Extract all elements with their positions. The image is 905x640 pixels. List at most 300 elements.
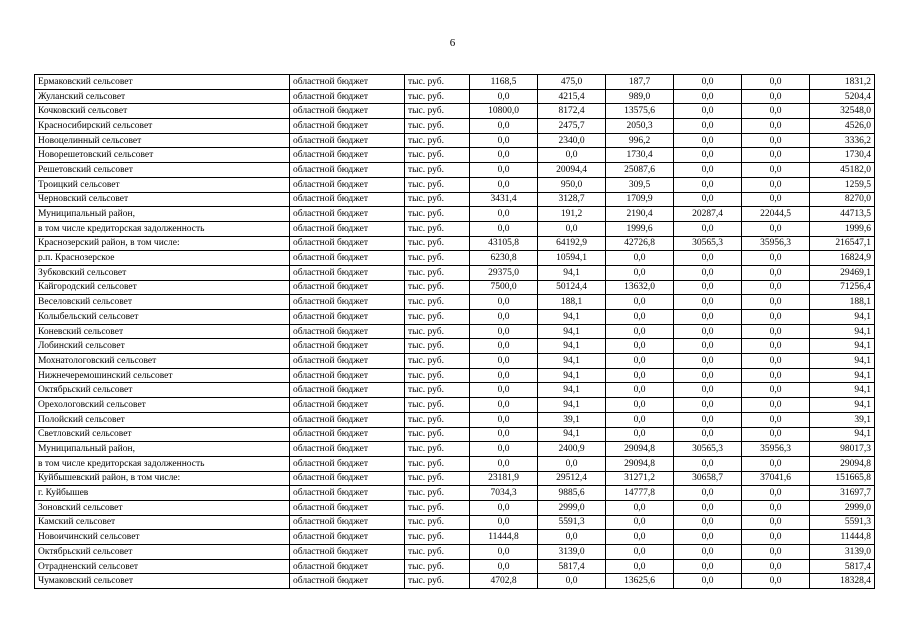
cell-value-4: 30565,3 [674, 442, 742, 457]
cell-total: 39,1 [810, 412, 875, 427]
cell-funding-source: областной бюджет [290, 192, 405, 207]
table-row [35, 456, 875, 471]
cell-value-2: 5817,4 [538, 559, 606, 574]
cell-funding-source: областной бюджет [290, 119, 405, 134]
cell-value-2: 29512,4 [538, 471, 606, 486]
cell-total: 31697,7 [810, 486, 875, 501]
cell-unit: тыс. руб. [405, 398, 470, 413]
cell-funding-source: областной бюджет [290, 221, 405, 236]
cell-value-1: 0,0 [470, 545, 538, 560]
cell-value-3: 0,0 [606, 515, 674, 530]
cell-funding-source: областной бюджет [290, 354, 405, 369]
cell-territory-name: Октябрьский сельсовет [35, 545, 290, 560]
cell-value-4: 0,0 [674, 574, 742, 589]
cell-value-5: 35956,3 [742, 236, 810, 251]
cell-value-2: 9885,6 [538, 486, 606, 501]
cell-total: 3139,0 [810, 545, 875, 560]
cell-value-4: 0,0 [674, 163, 742, 178]
cell-value-5: 0,0 [742, 89, 810, 104]
cell-value-1: 0,0 [470, 221, 538, 236]
cell-value-4: 0,0 [674, 486, 742, 501]
cell-funding-source: областной бюджет [290, 383, 405, 398]
cell-total: 2999,0 [810, 500, 875, 515]
cell-value-4: 30658,7 [674, 471, 742, 486]
cell-unit: тыс. руб. [405, 515, 470, 530]
cell-territory-name: Ермаковский сельсовет [35, 75, 290, 90]
cell-value-2: 94,1 [538, 310, 606, 325]
cell-unit: тыс. руб. [405, 104, 470, 119]
cell-value-2: 94,1 [538, 383, 606, 398]
cell-value-3: 42726,8 [606, 236, 674, 251]
cell-value-3: 0,0 [606, 354, 674, 369]
cell-value-2: 94,1 [538, 354, 606, 369]
cell-total: 4526,0 [810, 119, 875, 134]
table-row [35, 559, 875, 574]
cell-territory-name: Веселовский сельсовет [35, 295, 290, 310]
cell-value-4: 0,0 [674, 500, 742, 515]
cell-value-5: 22044,5 [742, 207, 810, 222]
cell-territory-name: Колыбельский сельсовет [35, 310, 290, 325]
table-row [35, 545, 875, 560]
cell-funding-source: областной бюджет [290, 177, 405, 192]
cell-value-3: 0,0 [606, 265, 674, 280]
cell-value-2: 8172,4 [538, 104, 606, 119]
cell-territory-name: Камский сельсовет [35, 515, 290, 530]
cell-territory-name: Красносибирский сельсовет [35, 119, 290, 134]
cell-territory-name: Нижнечеремошинский сельсовет [35, 368, 290, 383]
table-row [35, 500, 875, 515]
cell-territory-name: Отрадненский сельсовет [35, 559, 290, 574]
cell-value-5: 0,0 [742, 500, 810, 515]
cell-value-5: 0,0 [742, 265, 810, 280]
table-row [35, 104, 875, 119]
cell-value-5: 0,0 [742, 148, 810, 163]
cell-value-2: 0,0 [538, 456, 606, 471]
cell-unit: тыс. руб. [405, 383, 470, 398]
cell-value-2: 10594,1 [538, 251, 606, 266]
cell-value-1: 0,0 [470, 500, 538, 515]
cell-territory-name: в том числе кредиторская задолженность [35, 221, 290, 236]
cell-value-1: 0,0 [470, 89, 538, 104]
table-row [35, 339, 875, 354]
cell-territory-name: Муниципальный район, [35, 207, 290, 222]
cell-value-5: 0,0 [742, 104, 810, 119]
cell-value-3: 0,0 [606, 383, 674, 398]
cell-unit: тыс. руб. [405, 221, 470, 236]
cell-funding-source: областной бюджет [290, 280, 405, 295]
cell-value-1: 0,0 [470, 339, 538, 354]
cell-territory-name: Чумаковский сельсовет [35, 574, 290, 589]
cell-funding-source: областной бюджет [290, 530, 405, 545]
cell-value-3: 0,0 [606, 530, 674, 545]
cell-value-1: 23181,9 [470, 471, 538, 486]
cell-unit: тыс. руб. [405, 456, 470, 471]
cell-funding-source: областной бюджет [290, 339, 405, 354]
cell-value-5: 0,0 [742, 177, 810, 192]
cell-value-4: 0,0 [674, 192, 742, 207]
cell-value-3: 14777,8 [606, 486, 674, 501]
cell-total: 94,1 [810, 324, 875, 339]
cell-value-2: 94,1 [538, 324, 606, 339]
cell-value-1: 0,0 [470, 427, 538, 442]
cell-unit: тыс. руб. [405, 148, 470, 163]
cell-value-3: 13625,6 [606, 574, 674, 589]
table-row [35, 280, 875, 295]
cell-value-1: 43105,8 [470, 236, 538, 251]
cell-value-4: 0,0 [674, 559, 742, 574]
cell-value-2: 50124,4 [538, 280, 606, 295]
cell-unit: тыс. руб. [405, 133, 470, 148]
cell-territory-name: р.п. Краснозерское [35, 251, 290, 266]
cell-value-3: 0,0 [606, 339, 674, 354]
cell-value-5: 0,0 [742, 515, 810, 530]
cell-total: 29469,1 [810, 265, 875, 280]
cell-value-2: 94,1 [538, 368, 606, 383]
cell-total: 16824,9 [810, 251, 875, 266]
cell-unit: тыс. руб. [405, 368, 470, 383]
cell-unit: тыс. руб. [405, 442, 470, 457]
cell-value-4: 0,0 [674, 427, 742, 442]
cell-value-1: 4702,8 [470, 574, 538, 589]
cell-unit: тыс. руб. [405, 251, 470, 266]
table-row [35, 442, 875, 457]
cell-value-5: 0,0 [742, 412, 810, 427]
cell-value-2: 191,2 [538, 207, 606, 222]
cell-value-5: 0,0 [742, 75, 810, 90]
cell-funding-source: областной бюджет [290, 89, 405, 104]
cell-value-1: 0,0 [470, 133, 538, 148]
cell-value-1: 7034,3 [470, 486, 538, 501]
cell-total: 94,1 [810, 383, 875, 398]
cell-value-1: 7500,0 [470, 280, 538, 295]
cell-total: 98017,3 [810, 442, 875, 457]
table-row [35, 75, 875, 90]
cell-value-4: 0,0 [674, 398, 742, 413]
cell-value-3: 0,0 [606, 368, 674, 383]
cell-value-4: 0,0 [674, 221, 742, 236]
cell-value-2: 188,1 [538, 295, 606, 310]
table-row [35, 207, 875, 222]
cell-value-5: 0,0 [742, 280, 810, 295]
cell-value-3: 2050,3 [606, 119, 674, 134]
cell-value-5: 37041,6 [742, 471, 810, 486]
cell-funding-source: областной бюджет [290, 251, 405, 266]
cell-value-4: 0,0 [674, 310, 742, 325]
cell-value-1: 6230,8 [470, 251, 538, 266]
cell-total: 1999,6 [810, 221, 875, 236]
cell-value-4: 0,0 [674, 295, 742, 310]
cell-unit: тыс. руб. [405, 119, 470, 134]
cell-value-2: 0,0 [538, 221, 606, 236]
cell-value-4: 0,0 [674, 324, 742, 339]
cell-funding-source: областной бюджет [290, 133, 405, 148]
cell-territory-name: Полойский сельсовет [35, 412, 290, 427]
cell-value-4: 0,0 [674, 383, 742, 398]
cell-value-3: 0,0 [606, 251, 674, 266]
cell-value-4: 0,0 [674, 354, 742, 369]
cell-value-2: 0,0 [538, 574, 606, 589]
cell-value-4: 0,0 [674, 530, 742, 545]
cell-unit: тыс. руб. [405, 236, 470, 251]
cell-total: 11444,8 [810, 530, 875, 545]
cell-value-4: 0,0 [674, 339, 742, 354]
cell-value-5: 0,0 [742, 324, 810, 339]
cell-value-3: 0,0 [606, 427, 674, 442]
cell-funding-source: областной бюджет [290, 574, 405, 589]
table-row [35, 427, 875, 442]
cell-unit: тыс. руб. [405, 500, 470, 515]
cell-funding-source: областной бюджет [290, 398, 405, 413]
cell-value-3: 1730,4 [606, 148, 674, 163]
cell-total: 94,1 [810, 339, 875, 354]
cell-value-3: 187,7 [606, 75, 674, 90]
cell-value-1: 0,0 [470, 148, 538, 163]
cell-funding-source: областной бюджет [290, 163, 405, 178]
cell-territory-name: Кайгородский сельсовет [35, 280, 290, 295]
cell-value-2: 20094,4 [538, 163, 606, 178]
cell-territory-name: Орехологовский сельсовет [35, 398, 290, 413]
cell-value-3: 13632,0 [606, 280, 674, 295]
cell-value-4: 0,0 [674, 368, 742, 383]
cell-value-1: 0,0 [470, 119, 538, 134]
cell-value-5: 0,0 [742, 119, 810, 134]
table-row [35, 192, 875, 207]
cell-value-2: 2340,0 [538, 133, 606, 148]
cell-total: 151665,8 [810, 471, 875, 486]
cell-territory-name: Новоичинский сельсовет [35, 530, 290, 545]
cell-value-1: 0,0 [470, 398, 538, 413]
cell-funding-source: областной бюджет [290, 471, 405, 486]
cell-value-5: 0,0 [742, 530, 810, 545]
cell-value-2: 950,0 [538, 177, 606, 192]
cell-value-5: 0,0 [742, 133, 810, 148]
cell-value-1: 0,0 [470, 324, 538, 339]
cell-unit: тыс. руб. [405, 427, 470, 442]
cell-unit: тыс. руб. [405, 354, 470, 369]
cell-value-5: 0,0 [742, 221, 810, 236]
cell-unit: тыс. руб. [405, 163, 470, 178]
cell-value-2: 475,0 [538, 75, 606, 90]
cell-funding-source: областной бюджет [290, 148, 405, 163]
cell-territory-name: Муниципальный район, [35, 442, 290, 457]
cell-total: 45182,0 [810, 163, 875, 178]
cell-value-4: 0,0 [674, 265, 742, 280]
cell-funding-source: областной бюджет [290, 486, 405, 501]
cell-total: 94,1 [810, 398, 875, 413]
cell-unit: тыс. руб. [405, 412, 470, 427]
table-row [35, 310, 875, 325]
cell-value-4: 0,0 [674, 119, 742, 134]
cell-value-2: 3139,0 [538, 545, 606, 560]
cell-total: 32548,0 [810, 104, 875, 119]
cell-value-5: 35956,3 [742, 442, 810, 457]
cell-value-2: 0,0 [538, 530, 606, 545]
cell-territory-name: Зубковский сельсовет [35, 265, 290, 280]
cell-value-5: 0,0 [742, 295, 810, 310]
cell-funding-source: областной бюджет [290, 442, 405, 457]
cell-value-5: 0,0 [742, 486, 810, 501]
cell-value-2: 2999,0 [538, 500, 606, 515]
cell-value-4: 20287,4 [674, 207, 742, 222]
cell-total: 3336,2 [810, 133, 875, 148]
cell-unit: тыс. руб. [405, 574, 470, 589]
cell-value-4: 0,0 [674, 456, 742, 471]
table-row [35, 383, 875, 398]
cell-funding-source: областной бюджет [290, 324, 405, 339]
table-row [35, 486, 875, 501]
cell-value-1: 0,0 [470, 177, 538, 192]
cell-total: 1730,4 [810, 148, 875, 163]
cell-territory-name: Коневский сельсовет [35, 324, 290, 339]
cell-value-5: 0,0 [742, 354, 810, 369]
cell-value-5: 0,0 [742, 398, 810, 413]
table-row [35, 221, 875, 236]
cell-unit: тыс. руб. [405, 177, 470, 192]
cell-value-3: 0,0 [606, 398, 674, 413]
cell-value-2: 94,1 [538, 339, 606, 354]
cell-value-1: 0,0 [470, 295, 538, 310]
cell-total: 5817,4 [810, 559, 875, 574]
cell-total: 71256,4 [810, 280, 875, 295]
cell-value-5: 0,0 [742, 310, 810, 325]
cell-value-1: 0,0 [470, 368, 538, 383]
cell-value-2: 94,1 [538, 265, 606, 280]
cell-unit: тыс. руб. [405, 471, 470, 486]
cell-territory-name: Краснозерский район, в том числе: [35, 236, 290, 251]
cell-funding-source: областной бюджет [290, 236, 405, 251]
table-row [35, 265, 875, 280]
cell-value-3: 13575,6 [606, 104, 674, 119]
cell-funding-source: областной бюджет [290, 412, 405, 427]
cell-value-2: 0,0 [538, 148, 606, 163]
cell-value-5: 0,0 [742, 163, 810, 178]
cell-territory-name: Кочковский сельсовет [35, 104, 290, 119]
cell-total: 8270,0 [810, 192, 875, 207]
cell-value-4: 30565,3 [674, 236, 742, 251]
cell-value-3: 0,0 [606, 545, 674, 560]
cell-value-3: 0,0 [606, 500, 674, 515]
cell-value-5: 0,0 [742, 383, 810, 398]
cell-value-1: 0,0 [470, 442, 538, 457]
cell-value-3: 996,2 [606, 133, 674, 148]
cell-funding-source: областной бюджет [290, 500, 405, 515]
cell-unit: тыс. руб. [405, 486, 470, 501]
budget-table [34, 74, 875, 589]
cell-value-3: 0,0 [606, 310, 674, 325]
cell-value-3: 1999,6 [606, 221, 674, 236]
table-body [35, 75, 875, 589]
cell-funding-source: областной бюджет [290, 295, 405, 310]
cell-value-3: 25087,6 [606, 163, 674, 178]
cell-value-3: 0,0 [606, 324, 674, 339]
cell-total: 29094,8 [810, 456, 875, 471]
cell-unit: тыс. руб. [405, 192, 470, 207]
cell-total: 5591,3 [810, 515, 875, 530]
cell-value-1: 11444,8 [470, 530, 538, 545]
cell-value-2: 94,1 [538, 427, 606, 442]
table-row [35, 324, 875, 339]
cell-territory-name: Октябрьский сельсовет [35, 383, 290, 398]
table-row [35, 471, 875, 486]
cell-value-3: 309,5 [606, 177, 674, 192]
cell-value-3: 1709,9 [606, 192, 674, 207]
cell-total: 94,1 [810, 354, 875, 369]
cell-territory-name: Черновский сельсовет [35, 192, 290, 207]
cell-unit: тыс. руб. [405, 559, 470, 574]
table-row [35, 412, 875, 427]
cell-value-3: 29094,8 [606, 456, 674, 471]
cell-value-5: 0,0 [742, 251, 810, 266]
cell-value-4: 0,0 [674, 133, 742, 148]
page-number: 6 [449, 37, 456, 49]
cell-funding-source: областной бюджет [290, 559, 405, 574]
cell-value-3: 0,0 [606, 412, 674, 427]
table-row [35, 89, 875, 104]
cell-funding-source: областной бюджет [290, 207, 405, 222]
table-row [35, 236, 875, 251]
cell-value-1: 0,0 [470, 383, 538, 398]
table-row [35, 177, 875, 192]
cell-total: 216547,1 [810, 236, 875, 251]
cell-value-1: 0,0 [470, 559, 538, 574]
cell-unit: тыс. руб. [405, 530, 470, 545]
cell-funding-source: областной бюджет [290, 104, 405, 119]
cell-value-5: 0,0 [742, 192, 810, 207]
cell-value-2: 39,1 [538, 412, 606, 427]
cell-value-4: 0,0 [674, 177, 742, 192]
cell-value-1: 1168,5 [470, 75, 538, 90]
cell-value-4: 0,0 [674, 545, 742, 560]
cell-value-1: 0,0 [470, 163, 538, 178]
cell-value-4: 0,0 [674, 148, 742, 163]
cell-territory-name: Новоцелинный сельсовет [35, 133, 290, 148]
table-row [35, 354, 875, 369]
cell-total: 94,1 [810, 427, 875, 442]
cell-value-2: 5591,3 [538, 515, 606, 530]
cell-value-5: 0,0 [742, 456, 810, 471]
cell-territory-name: Зоновский сельсовет [35, 500, 290, 515]
cell-territory-name: Куйбышевский район, в том числе: [35, 471, 290, 486]
cell-funding-source: областной бюджет [290, 265, 405, 280]
cell-total: 18328,4 [810, 574, 875, 589]
cell-territory-name: Светловский сельсовет [35, 427, 290, 442]
cell-total: 94,1 [810, 310, 875, 325]
cell-value-3: 989,0 [606, 89, 674, 104]
table-row [35, 133, 875, 148]
cell-value-4: 0,0 [674, 251, 742, 266]
cell-territory-name: Мохнатологовский сельсовет [35, 354, 290, 369]
table-row [35, 148, 875, 163]
cell-value-3: 29094,8 [606, 442, 674, 457]
cell-unit: тыс. руб. [405, 310, 470, 325]
cell-value-2: 94,1 [538, 398, 606, 413]
cell-value-4: 0,0 [674, 515, 742, 530]
cell-value-3: 2190,4 [606, 207, 674, 222]
cell-territory-name: Новорешетовский сельсовет [35, 148, 290, 163]
cell-value-5: 0,0 [742, 368, 810, 383]
cell-value-5: 0,0 [742, 427, 810, 442]
cell-value-4: 0,0 [674, 280, 742, 295]
cell-value-4: 0,0 [674, 104, 742, 119]
table-row [35, 574, 875, 589]
cell-unit: тыс. руб. [405, 324, 470, 339]
cell-total: 1259,5 [810, 177, 875, 192]
cell-value-5: 0,0 [742, 574, 810, 589]
cell-territory-name: Жуланский сельсовет [35, 89, 290, 104]
table-row [35, 251, 875, 266]
table-row [35, 119, 875, 134]
table-row [35, 163, 875, 178]
